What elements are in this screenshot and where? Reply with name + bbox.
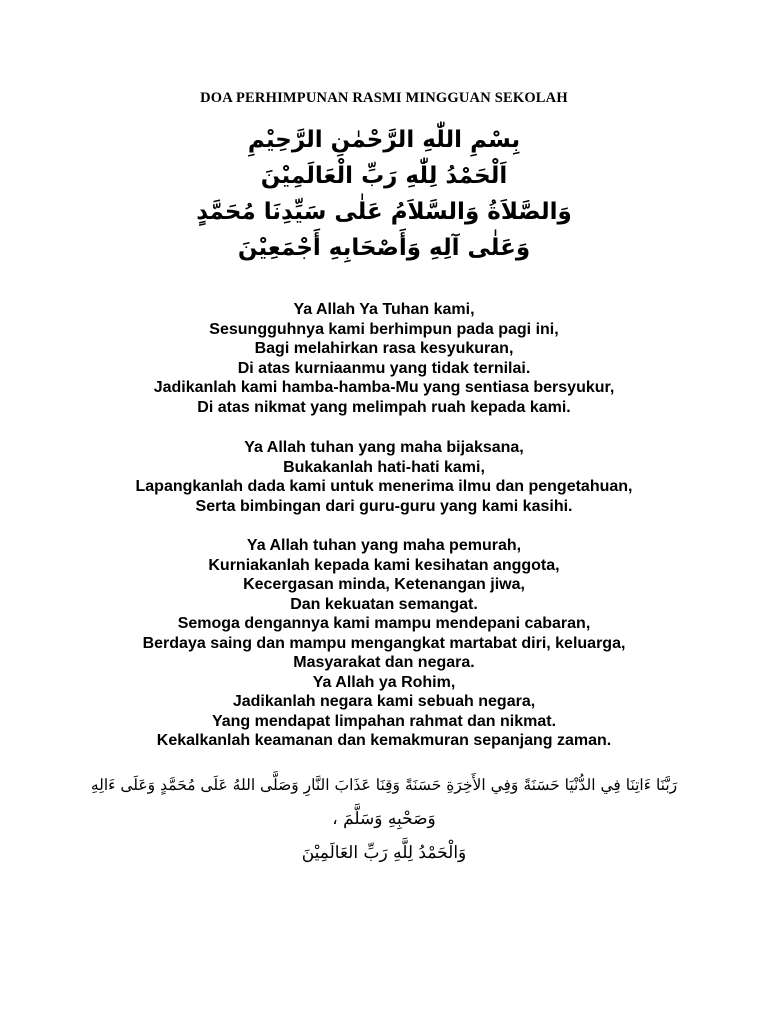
prayer-stanza-1 (0, 300, 768, 417)
prayer-line: Berdaya saing dan mampu mengangkat martabat diri, keluarga, (142, 634, 626, 652)
prayer-line: Ya Allah tuhan yang maha bijaksana, (244, 439, 524, 456)
arabic-opening-line: وَعَلٰى آلِهِ وَأَصْحَابِهِ أَجْمَعِيْنَ (237, 235, 531, 261)
prayer-line: Ya Allah ya Rohim, (312, 673, 456, 691)
prayer-stanza-3 (0, 536, 768, 751)
arabic-closing-line: وَالْحَمْدُ لِلَّهِ رَبِّ العَالَمِيْنَ (301, 843, 467, 863)
prayer-line: Sesungguhnya kami berhimpun pada pagi ini, (209, 320, 559, 338)
prayer-line: Jadikanlah kami hamba-hamba-Mu yang sentiasa bersyukur, (153, 379, 615, 396)
prayer-line: Kurniakanlah kepada kami kesihatan anggota, (208, 556, 560, 574)
arabic-opening-line: وَالصَّلاَةُ وَالسَّلاَمُ عَلٰى سَيِّدِنَا مُحَمَّدٍ (196, 199, 572, 225)
prayer-line: Di atas nikmat yang melimpah ruah kepada kami. (197, 398, 571, 416)
prayer-line: Bukakanlah hati-hati kami, (283, 458, 485, 476)
prayer-line: Kekalkanlah keamanan dan kemakmuran sepanjang zaman. (156, 732, 612, 749)
prayer-line: Masyarakat dan negara. (293, 654, 475, 671)
arabic-closing-line: رَبَّنَا ءَاتِنَا فِي الدُّنْيَا حَسَنَةً وَفِي الأَخِرَةِ حَسَنَةً وَقِنَا عَذَابَ النَّارِ وَصَلَّى اللهُ عَلَى مُحَمَّدٍ وَعَلَى ءَالِهِ (90, 776, 678, 794)
arabic-opening-line: اَلْحَمْدُ لِلّٰهِ رَبِّ الْعَالَمِيْنَ (260, 163, 508, 189)
prayer-line: Serta bimbingan dari guru-guru yang kami kasihi. (195, 497, 573, 515)
document-title: DOA PERHIMPUNAN RASMI MINGGUAN SEKOLAH (200, 90, 568, 106)
prayer-line: Yang mendapat limpahan rahmat dan nikmat. (211, 712, 557, 730)
prayer-line: Dan kekuatan semangat. (290, 595, 478, 613)
prayer-line: Lapangkanlah dada kami untuk menerima ilmu dan pengetahuan, (135, 478, 633, 495)
prayer-line: Jadikanlah negara kami sebuah negara, (232, 693, 536, 710)
prayer-line: Ya Allah Ya Tuhan kami, (293, 301, 475, 318)
arabic-closing-block (84, 768, 684, 870)
prayer-line: Di atas kurniaanmu yang tidak ternilai. (237, 359, 531, 377)
prayer-stanza-2 (0, 438, 768, 516)
prayer-line: Bagi melahirkan rasa kesyukuran, (254, 340, 514, 357)
arabic-opening-block (0, 122, 768, 266)
arabic-closing-line: وَصَحْبِهِ وَسَلَّمَ ، (332, 809, 436, 829)
prayer-line: Semoga dengannya kami mampu mendepani cabaran, (177, 615, 591, 632)
prayer-line: Kecergasan minda, Ketenangan jiwa, (243, 576, 525, 593)
prayer-line: Ya Allah tuhan yang maha pemurah, (246, 537, 522, 554)
arabic-opening-line: بِسْمِ اللّٰهِ الرَّحْمٰنِ الرَّحِيْمِ (247, 127, 521, 153)
